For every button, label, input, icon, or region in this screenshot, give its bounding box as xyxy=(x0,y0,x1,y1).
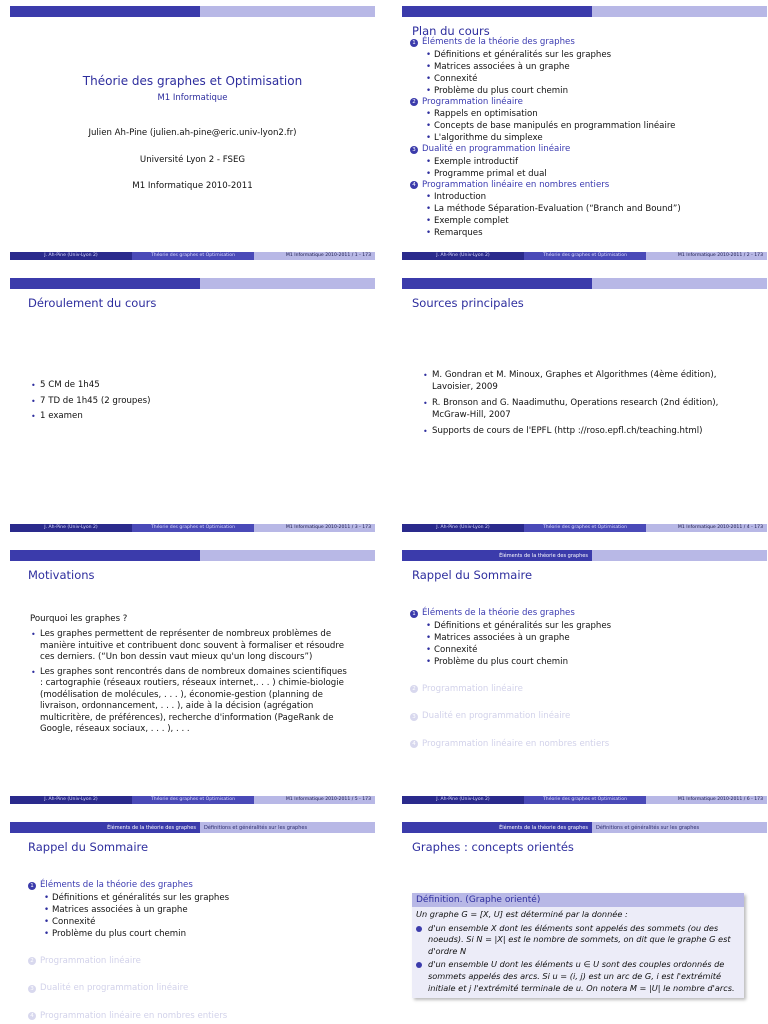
subsection-item[interactable]: • Matrices associées à un graphe xyxy=(426,61,760,73)
outline-section[interactable] xyxy=(410,180,760,192)
outline-section[interactable] xyxy=(410,684,760,696)
date: M1 Informatique 2010-2011 xyxy=(132,181,253,191)
slide-nav-bar xyxy=(402,550,767,561)
slide-header-bar xyxy=(10,550,375,561)
slide-header-bar xyxy=(402,278,767,289)
subsection-item[interactable]: • Connexité xyxy=(426,73,760,85)
section-label: Programmation linéaire xyxy=(422,683,523,694)
slide-sources xyxy=(402,272,767,532)
item-list xyxy=(422,370,752,438)
frame-title: Motivations xyxy=(28,568,95,582)
outline-section[interactable] xyxy=(28,983,368,995)
slide-footer xyxy=(10,252,375,260)
section-number-icon: 3 xyxy=(28,985,36,993)
list-item: • 1 examen xyxy=(30,411,350,423)
section-label: Éléments de la théorie des graphes xyxy=(40,880,193,890)
footer-author: J. Ah-Pine (Univ-Lyon 2) xyxy=(402,524,524,532)
definition-body xyxy=(412,907,744,998)
footer-author: J. Ah-Pine (Univ-Lyon 2) xyxy=(402,796,524,804)
slide-header-bar xyxy=(10,6,375,17)
outline-section[interactable] xyxy=(28,880,368,892)
subsection-list xyxy=(410,108,760,144)
footer-title: Théorie des graphes et Optimisation xyxy=(132,252,254,260)
outline-section[interactable] xyxy=(28,956,368,968)
section-number-icon: 2 xyxy=(410,98,418,106)
subsection-item[interactable]: • Définitions et généralités sur les graphes xyxy=(44,892,368,904)
subsection-item[interactable]: • L'algorithme du simplexe xyxy=(426,132,760,144)
definition-intro: Un graphe G = [X, U] est déterminé par la donnée : xyxy=(416,909,628,919)
intro-text: Pourquoi les graphes ? xyxy=(30,614,128,624)
subsection-list xyxy=(410,156,760,180)
section-number-icon: 1 xyxy=(410,39,418,47)
frame-title: Déroulement du cours xyxy=(28,296,157,310)
section-number-icon: 1 xyxy=(28,882,36,890)
item-list xyxy=(30,629,350,736)
outline-section[interactable] xyxy=(410,608,760,620)
list-item: • Les graphes sont rencontrés dans de nombreux domaines scientifiques : cartographie (réseaux routiers, réseaux internet,. . . ) chimie-biologie (modélisation de molécules, . . . ), économie-gestion (planning de livraison, ordonnancement, . . . ), aide à la décision (agrégation multicritère, de préférences), recherche d'information (PageRank de Google, réseaux sociaux, . . . ), . . . xyxy=(30,667,350,736)
slide-footer xyxy=(402,524,767,532)
presentation-subtitle: M1 Informatique xyxy=(157,93,228,103)
subsection-item[interactable]: • Programme primal et dual xyxy=(426,168,760,180)
section-label: Programmation linéaire xyxy=(422,96,523,107)
nav-subsection[interactable]: Définitions et généralités sur les graphes xyxy=(592,822,767,833)
section-label: Programmation linéaire en nombres entiers xyxy=(40,1010,228,1021)
list-item: • 5 CM de 1h45 xyxy=(30,380,350,392)
footer-author: J. Ah-Pine (Univ-Lyon 2) xyxy=(10,252,132,260)
slide-motivations xyxy=(10,544,375,804)
subsection-item[interactable]: • Remarques xyxy=(426,227,760,239)
presentation-title: Théorie des graphes et Optimisation xyxy=(82,74,303,88)
section-number-icon: 3 xyxy=(410,146,418,154)
nav-section[interactable]: Éléments de la théorie des graphes xyxy=(402,822,592,833)
frame-title: Sources principales xyxy=(412,296,524,310)
slide-deroulement xyxy=(10,272,375,532)
footer-page: M1 Informatique 2010-2011 / 1 - 173 xyxy=(254,252,375,260)
section-label: Programmation linéaire xyxy=(40,955,141,966)
slide-plan xyxy=(402,0,767,260)
slide-footer xyxy=(402,252,767,260)
section-label: Dualité en programmation linéaire xyxy=(422,144,571,154)
outline-section[interactable] xyxy=(410,144,760,156)
subsection-item[interactable]: • Rappels en optimisation xyxy=(426,108,760,120)
section-number-icon: 2 xyxy=(28,957,36,965)
subsection-item[interactable]: • Définitions et généralités sur les graphes xyxy=(426,49,760,61)
outline-section[interactable] xyxy=(410,711,760,723)
outline-section[interactable] xyxy=(410,97,760,109)
outline xyxy=(28,880,368,1022)
subsection-item[interactable]: • Introduction xyxy=(426,191,760,203)
footer-title: Théorie des graphes et Optimisation xyxy=(132,796,254,804)
footer-title: Théorie des graphes et Optimisation xyxy=(524,524,646,532)
nav-subsection[interactable]: Définitions et généralités sur les graphes xyxy=(200,822,375,833)
slide-header-bar xyxy=(402,6,767,17)
bullet-icon xyxy=(416,926,422,932)
footer-author: J. Ah-Pine (Univ-Lyon 2) xyxy=(402,252,524,260)
section-number-icon: 3 xyxy=(410,713,418,721)
subsection-list xyxy=(410,620,760,668)
footer-title: Théorie des graphes et Optimisation xyxy=(524,796,646,804)
footer-author: J. Ah-Pine (Univ-Lyon 2) xyxy=(10,524,132,532)
subsection-item[interactable]: • Connexité xyxy=(426,644,760,656)
footer-title: Théorie des graphes et Optimisation xyxy=(524,252,646,260)
list-item: • Supports de cours de l'EPFL (http ://roso.epfl.ch/teaching.html) xyxy=(422,426,752,438)
section-label: Dualité en programmation linéaire xyxy=(422,711,571,721)
outline xyxy=(410,608,760,750)
subsection-item[interactable]: • Exemple complet xyxy=(426,215,760,227)
definition-item: d'un ensemble U dont les éléments u ∈ U sont des couples ordonnés de sommets appelés des arcs. Si u = (i, j) est un arc de G, i est l'extrémité initiale et j l'extrémité terminale de u. On notera M = |U| le nombre d'arcs. xyxy=(416,959,740,994)
frame-title: Rappel du Sommaire xyxy=(412,568,533,582)
section-number-icon: 1 xyxy=(410,610,418,618)
nav-section[interactable]: Éléments de la théorie des graphes xyxy=(10,822,200,833)
slide-title xyxy=(10,0,375,260)
institute: Université Lyon 2 - FSEG xyxy=(139,155,246,165)
section-number-icon: 4 xyxy=(410,740,418,748)
subsection-item[interactable]: • Concepts de base manipulés en programmation linéaire xyxy=(426,120,760,132)
section-label: Programmation linéaire en nombres entiers xyxy=(422,179,610,190)
subsection-list xyxy=(410,191,760,239)
frame-title: Rappel du Sommaire xyxy=(28,840,149,854)
subsection-item[interactable]: • La méthode Séparation-Evaluation (“Branch and Bound”) xyxy=(426,203,760,215)
section-label: Dualité en programmation linéaire xyxy=(40,983,189,993)
section-label: Éléments de la théorie des graphes xyxy=(422,37,575,47)
subsection-item[interactable]: • Problème du plus court chemin xyxy=(426,656,760,668)
subsection-item[interactable]: • Connexité xyxy=(44,916,368,928)
slide-footer xyxy=(10,796,375,804)
section-number-icon: 4 xyxy=(28,1012,36,1020)
section-number-icon: 4 xyxy=(410,181,418,189)
slide-footer xyxy=(10,524,375,532)
subsection-item[interactable]: • Exemple introductif xyxy=(426,156,760,168)
subsection-item[interactable]: • Définitions et généralités sur les graphes xyxy=(426,620,760,632)
section-label: Programmation linéaire en nombres entiers xyxy=(422,738,610,749)
subsection-item[interactable]: • Problème du plus court chemin xyxy=(44,928,368,940)
outline-section[interactable] xyxy=(410,739,760,751)
bullet-icon xyxy=(416,962,422,968)
list-item: • Les graphes permettent de représenter de nombreux problèmes de manière intuitive et contribuent donc souvent à formaliser et résoudre ces derniers. (“Un bon dessin vaut mieux qu'un long discours”) xyxy=(30,629,350,664)
author: Julien Ah-Pine (julien.ah-pine@eric.univ-lyon2.fr) xyxy=(88,128,297,138)
list-item: • M. Gondran et M. Minoux, Graphes et Algorithmes (4ème édition), Lavoisier, 2009 xyxy=(422,370,752,393)
section-number-icon: 2 xyxy=(410,685,418,693)
slide-footer xyxy=(402,796,767,804)
definition-block xyxy=(412,893,744,998)
slide-rappel-sommaire-2 xyxy=(10,816,375,1024)
slide-rappel-sommaire xyxy=(402,544,767,804)
list-item: • R. Bronson and G. Naadimuthu, Operations research (2nd édition), McGraw-Hill, 2007 xyxy=(422,398,752,421)
subsection-item[interactable]: • Problème du plus court chemin xyxy=(426,85,760,97)
nav-section[interactable]: Éléments de la théorie des graphes xyxy=(402,550,592,561)
subsection-list xyxy=(410,49,760,97)
outline-section[interactable] xyxy=(410,37,760,49)
footer-page: M1 Informatique 2010-2011 / 6 - 173 xyxy=(646,796,767,804)
frame-title: Graphes : concepts orientés xyxy=(412,840,574,854)
footer-title: Théorie des graphes et Optimisation xyxy=(132,524,254,532)
subsection-item[interactable]: • Matrices associées à un graphe xyxy=(44,904,368,916)
section-label: Éléments de la théorie des graphes xyxy=(422,608,575,618)
item-list xyxy=(30,380,350,423)
outline xyxy=(410,37,760,239)
subsection-list xyxy=(28,892,368,940)
footer-page: M1 Informatique 2010-2011 / 4 - 173 xyxy=(646,524,767,532)
list-item: • 7 TD de 1h45 (2 groupes) xyxy=(30,396,350,408)
definition-title: Définition. (Graphe orienté) xyxy=(412,893,744,907)
frame-title: Plan du cours xyxy=(412,24,490,38)
footer-page: M1 Informatique 2010-2011 / 5 - 173 xyxy=(254,796,375,804)
slide-nav-bar xyxy=(402,822,767,833)
outline-section[interactable] xyxy=(28,1011,368,1023)
footer-page: M1 Informatique 2010-2011 / 3 - 173 xyxy=(254,524,375,532)
slide-header-bar xyxy=(10,278,375,289)
slide-graphes-orientes xyxy=(402,816,767,1024)
definition-item: d'un ensemble X dont les éléments sont appelés des sommets (ou des noeuds). Si N = |X| est le nombre de sommets, on dit que le graphe G est d'ordre N xyxy=(416,923,740,958)
footer-author: J. Ah-Pine (Univ-Lyon 2) xyxy=(10,796,132,804)
slide-nav-bar xyxy=(10,822,375,833)
subsection-item[interactable]: • Matrices associées à un graphe xyxy=(426,632,760,644)
footer-page: M1 Informatique 2010-2011 / 2 - 173 xyxy=(646,252,767,260)
